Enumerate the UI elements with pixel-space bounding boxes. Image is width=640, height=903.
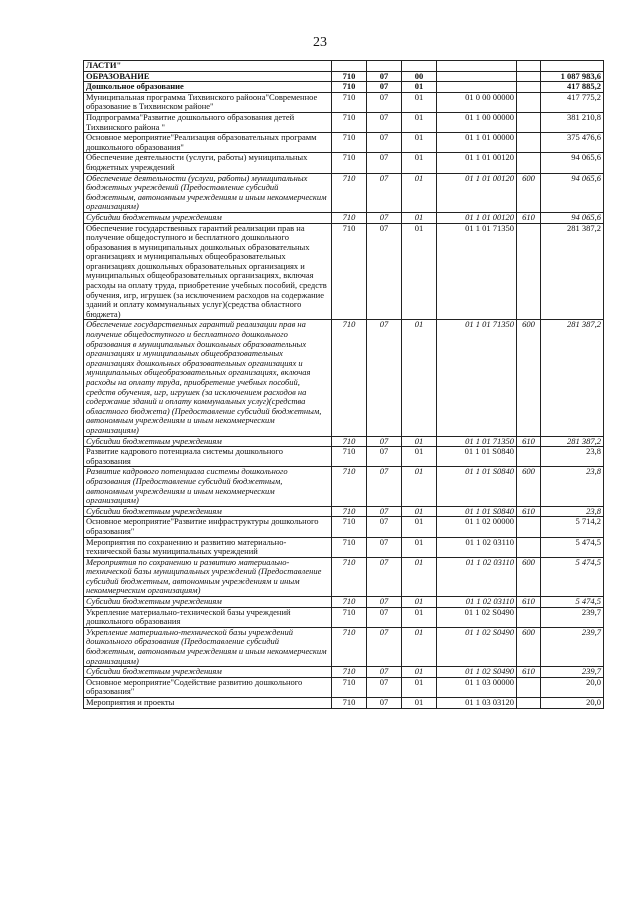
expense-type-cell: 610 — [517, 506, 541, 517]
expense-name-cell: Обеспечение государственных гарантий реализации прав на получение общедоступного и бесплатного дошкольного образования в муниципальных дошкольных образовательных организациях и муниципальных общеобразовательных организациях дошкольных образовательных организациях и муниципальных общеобразовательных организациях, включая расходы на оплату труда, приобретение учебных пособий, средств обучения, игр, игрушек (за исключением расходов на содержание зданий и оплату коммунальных услуг)(средства областного бюджета) (Предоставление субсидий бюджетным, автономным учреждениям и иным некоммерческим организациям) — [84, 320, 332, 436]
target-article-cell: 01 1 01 00120 — [437, 173, 517, 212]
table-row — [84, 467, 604, 506]
expense-name-cell: Подпрограмма"Развитие дошкольного образования детей Тихвинского района " — [84, 112, 332, 132]
subsection-code-cell: 01 — [402, 557, 437, 596]
section-code-cell: 07 — [367, 607, 402, 627]
amount-cell: 281 387,2 — [541, 436, 604, 447]
amount-cell: 23,8 — [541, 467, 604, 506]
section-code-cell: 07 — [367, 447, 402, 467]
subsection-code-cell: 01 — [402, 517, 437, 537]
expense-name-cell: Мероприятия по сохранению и развитию материально-технической базы муниципальных учреждений (Предоставление субсидий бюджетным, автономным учреждениям и иным некоммерческим организациям) — [84, 557, 332, 596]
amount-cell: 1 087 983,6 — [541, 71, 604, 82]
section-code-cell: 07 — [367, 667, 402, 678]
section-code-cell: 07 — [367, 597, 402, 608]
amount-cell: 23,8 — [541, 506, 604, 517]
expense-type-cell — [517, 223, 541, 320]
table-row — [84, 537, 604, 557]
amount-cell: 417 885,2 — [541, 82, 604, 93]
expense-name-cell: Дошкольное образование — [84, 82, 332, 93]
target-article-cell: 01 1 02 03110 — [437, 597, 517, 608]
table-row — [84, 133, 604, 153]
expense-name-cell: Мероприятия по сохранению и развитию материально-технической базы муниципальных учреждений — [84, 537, 332, 557]
amount-cell: 94 065,6 — [541, 173, 604, 212]
target-article-cell — [437, 61, 517, 72]
subsection-code-cell: 01 — [402, 212, 437, 223]
table-row — [84, 223, 604, 320]
expense-type-cell: 610 — [517, 436, 541, 447]
expense-name-cell: Укрепление материально-технической базы учреждений дошкольного образования — [84, 607, 332, 627]
section-code-cell: 07 — [367, 677, 402, 697]
target-article-cell: 01 1 01 00120 — [437, 153, 517, 173]
subsection-code-cell: 01 — [402, 153, 437, 173]
section-code-cell: 07 — [367, 133, 402, 153]
target-article-cell: 01 1 01 00120 — [437, 212, 517, 223]
table-row — [84, 71, 604, 82]
expense-type-cell: 610 — [517, 667, 541, 678]
amount-cell: 5 714,2 — [541, 517, 604, 537]
table-row — [84, 173, 604, 212]
expense-name-cell: ЛАСТИ" — [84, 61, 332, 72]
target-article-cell: 01 1 03 00000 — [437, 677, 517, 697]
subsection-code-cell: 01 — [402, 467, 437, 506]
expense-type-cell — [517, 61, 541, 72]
expense-name-cell: Обеспечение деятельности (услуги, работы) муниципальных бюджетных учреждений — [84, 153, 332, 173]
amount-cell: 381 210,8 — [541, 112, 604, 132]
amount-cell: 5 474,5 — [541, 557, 604, 596]
table-row — [84, 92, 604, 112]
table-row — [84, 506, 604, 517]
department-code-cell: 710 — [332, 133, 367, 153]
department-code-cell: 710 — [332, 436, 367, 447]
department-code-cell: 710 — [332, 82, 367, 93]
subsection-code-cell: 01 — [402, 320, 437, 436]
expense-name-cell: Развитие кадрового потенциала системы дошкольного образования (Предоставление субсидий бюджетным, автономным учреждениям и иным некоммерческим организациям) — [84, 467, 332, 506]
subsection-code-cell: 01 — [402, 698, 437, 709]
section-code-cell: 07 — [367, 92, 402, 112]
target-article-cell: 01 1 01 71350 — [437, 223, 517, 320]
amount-cell: 239,7 — [541, 607, 604, 627]
subsection-code-cell: 01 — [402, 667, 437, 678]
expense-name-cell: Развитие кадрового потенциала системы дошкольного образования — [84, 447, 332, 467]
amount-cell: 23,8 — [541, 447, 604, 467]
department-code-cell: 710 — [332, 153, 367, 173]
section-code-cell: 07 — [367, 506, 402, 517]
target-article-cell: 01 1 02 S0490 — [437, 607, 517, 627]
target-article-cell: 01 1 02 03110 — [437, 537, 517, 557]
section-code-cell: 07 — [367, 212, 402, 223]
section-code-cell: 07 — [367, 153, 402, 173]
department-code-cell: 710 — [332, 223, 367, 320]
amount-cell: 417 775,2 — [541, 92, 604, 112]
department-code-cell: 710 — [332, 607, 367, 627]
amount-cell: 20,0 — [541, 677, 604, 697]
subsection-code-cell: 01 — [402, 607, 437, 627]
subsection-code-cell: 01 — [402, 112, 437, 132]
subsection-code-cell: 01 — [402, 82, 437, 93]
target-article-cell: 01 1 02 S0490 — [437, 667, 517, 678]
target-article-cell: 01 1 03 03120 — [437, 698, 517, 709]
subsection-code-cell: 01 — [402, 436, 437, 447]
amount-cell: 375 476,6 — [541, 133, 604, 153]
table-row — [84, 61, 604, 72]
expense-name-cell: Обеспечение государственных гарантий реализации прав на получение общедоступного и бесплатного дошкольного образования в муниципальных дошкольных образовательных организациях и муниципальных общеобразовательных организациях дошкольных образовательных организациях и муниципальных общеобразовательных организациях, включая расходы на оплату труда, приобретение учебных пособий, средств обучения, игр, игрушек (за исключением расходов на содержание зданий и оплату коммунальных услуг)(средства областного бюджета) — [84, 223, 332, 320]
department-code-cell: 710 — [332, 92, 367, 112]
section-code-cell: 07 — [367, 698, 402, 709]
target-article-cell: 01 1 02 00000 — [437, 517, 517, 537]
subsection-code-cell: 01 — [402, 173, 437, 212]
subsection-code-cell: 01 — [402, 627, 437, 666]
amount-cell: 5 474,5 — [541, 537, 604, 557]
amount-cell — [541, 61, 604, 72]
expense-type-cell — [517, 537, 541, 557]
expense-name-cell: Субсидии бюджетным учреждениям — [84, 506, 332, 517]
expense-type-cell — [517, 677, 541, 697]
expense-type-cell — [517, 82, 541, 93]
department-code-cell: 710 — [332, 320, 367, 436]
expense-type-cell — [517, 133, 541, 153]
department-code-cell: 710 — [332, 112, 367, 132]
section-code-cell: 07 — [367, 517, 402, 537]
subsection-code-cell: 01 — [402, 537, 437, 557]
department-code-cell: 710 — [332, 447, 367, 467]
target-article-cell: 01 1 02 03110 — [437, 557, 517, 596]
department-code-cell: 710 — [332, 597, 367, 608]
subsection-code-cell: 01 — [402, 506, 437, 517]
target-article-cell: 01 1 01 71350 — [437, 320, 517, 436]
table-row — [84, 82, 604, 93]
table-row — [84, 607, 604, 627]
expense-type-cell — [517, 698, 541, 709]
expense-type-cell — [517, 71, 541, 82]
expense-name-cell: Субсидии бюджетным учреждениям — [84, 597, 332, 608]
page-number: 23 — [313, 35, 327, 50]
department-code-cell: 710 — [332, 173, 367, 212]
target-article-cell: 01 0 00 00000 — [437, 92, 517, 112]
expense-name-cell: Основное мероприятие"Развитие инфраструктуры дошкольного образования" — [84, 517, 332, 537]
table-row — [84, 447, 604, 467]
expense-type-cell: 600 — [517, 557, 541, 596]
expense-name-cell: Субсидии бюджетным учреждениям — [84, 436, 332, 447]
department-code-cell — [332, 61, 367, 72]
table-row — [84, 677, 604, 697]
target-article-cell: 01 1 00 00000 — [437, 112, 517, 132]
subsection-code-cell: 01 — [402, 92, 437, 112]
target-article-cell: 01 1 02 S0490 — [437, 627, 517, 666]
department-code-cell: 710 — [332, 212, 367, 223]
table-row — [84, 112, 604, 132]
table-row — [84, 557, 604, 596]
expense-type-cell — [517, 153, 541, 173]
amount-cell: 281 387,2 — [541, 223, 604, 320]
subsection-code-cell: 01 — [402, 677, 437, 697]
expense-type-cell: 610 — [517, 212, 541, 223]
section-code-cell: 07 — [367, 173, 402, 212]
department-code-cell: 710 — [332, 71, 367, 82]
amount-cell: 5 474,5 — [541, 597, 604, 608]
amount-cell: 281 387,2 — [541, 320, 604, 436]
section-code-cell: 07 — [367, 223, 402, 320]
department-code-cell: 710 — [332, 467, 367, 506]
subsection-code-cell — [402, 61, 437, 72]
table-row — [84, 517, 604, 537]
expense-name-cell: Обеспечение деятельности (услуги, работы) муниципальных бюджетных учреждений (Предоставление субсидий бюджетным, автономным учреждениям и иным некоммерческим организациям) — [84, 173, 332, 212]
target-article-cell: 01 1 01 S0840 — [437, 447, 517, 467]
expense-name-cell: Мероприятия и проекты — [84, 698, 332, 709]
subsection-code-cell: 01 — [402, 447, 437, 467]
department-code-cell: 710 — [332, 667, 367, 678]
expense-name-cell: Основное мероприятие"Реализация образовательных программ дошкольного образования" — [84, 133, 332, 153]
target-article-cell — [437, 82, 517, 93]
expense-type-cell — [517, 92, 541, 112]
target-article-cell: 01 1 01 00000 — [437, 133, 517, 153]
department-code-cell: 710 — [332, 627, 367, 666]
subsection-code-cell: 01 — [402, 133, 437, 153]
target-article-cell: 01 1 01 71350 — [437, 436, 517, 447]
table-row — [84, 320, 604, 436]
target-article-cell: 01 1 01 S0840 — [437, 506, 517, 517]
expense-name-cell: Субсидии бюджетным учреждениям — [84, 667, 332, 678]
subsection-code-cell: 00 — [402, 71, 437, 82]
section-code-cell: 07 — [367, 557, 402, 596]
table-row — [84, 436, 604, 447]
section-code-cell: 07 — [367, 627, 402, 666]
budget-table-body — [84, 61, 604, 709]
table-row — [84, 627, 604, 666]
section-code-cell: 07 — [367, 467, 402, 506]
subsection-code-cell: 01 — [402, 597, 437, 608]
department-code-cell: 710 — [332, 517, 367, 537]
expense-type-cell — [517, 112, 541, 132]
section-code-cell — [367, 61, 402, 72]
table-row — [84, 212, 604, 223]
table-row — [84, 597, 604, 608]
section-code-cell: 07 — [367, 436, 402, 447]
amount-cell: 94 065,6 — [541, 212, 604, 223]
expense-type-cell: 600 — [517, 467, 541, 506]
department-code-cell: 710 — [332, 677, 367, 697]
section-code-cell: 07 — [367, 82, 402, 93]
department-code-cell: 710 — [332, 506, 367, 517]
section-code-cell: 07 — [367, 71, 402, 82]
expense-type-cell: 600 — [517, 320, 541, 436]
expense-name-cell: Субсидии бюджетным учреждениям — [84, 212, 332, 223]
target-article-cell — [437, 71, 517, 82]
amount-cell: 239,7 — [541, 627, 604, 666]
department-code-cell: 710 — [332, 537, 367, 557]
target-article-cell: 01 1 01 S0840 — [437, 467, 517, 506]
expense-type-cell — [517, 447, 541, 467]
table-row — [84, 667, 604, 678]
amount-cell: 239,7 — [541, 667, 604, 678]
subsection-code-cell: 01 — [402, 223, 437, 320]
section-code-cell: 07 — [367, 112, 402, 132]
expense-name-cell: Укрепление материально-технической базы учреждений дошкольного образования (Предоставление субсидий бюджетным, автономным учреждениям и иным некоммерческим организациям) — [84, 627, 332, 666]
table-row — [84, 698, 604, 709]
department-code-cell: 710 — [332, 698, 367, 709]
section-code-cell: 07 — [367, 320, 402, 436]
expense-type-cell: 610 — [517, 597, 541, 608]
expense-type-cell: 600 — [517, 173, 541, 212]
budget-table — [83, 60, 604, 709]
amount-cell: 94 065,6 — [541, 153, 604, 173]
department-code-cell: 710 — [332, 557, 367, 596]
table-row — [84, 153, 604, 173]
expense-type-cell — [517, 517, 541, 537]
amount-cell: 20,0 — [541, 698, 604, 709]
expense-name-cell: ОБРАЗОВАНИЕ — [84, 71, 332, 82]
expense-name-cell: Основное мероприятие"Содействие развитию дошкольного образования" — [84, 677, 332, 697]
expense-name-cell: Муниципальная программа Тихвинского райоона"Современное образование в Тихвинском районе" — [84, 92, 332, 112]
section-code-cell: 07 — [367, 537, 402, 557]
expense-type-cell: 600 — [517, 627, 541, 666]
expense-type-cell — [517, 607, 541, 627]
